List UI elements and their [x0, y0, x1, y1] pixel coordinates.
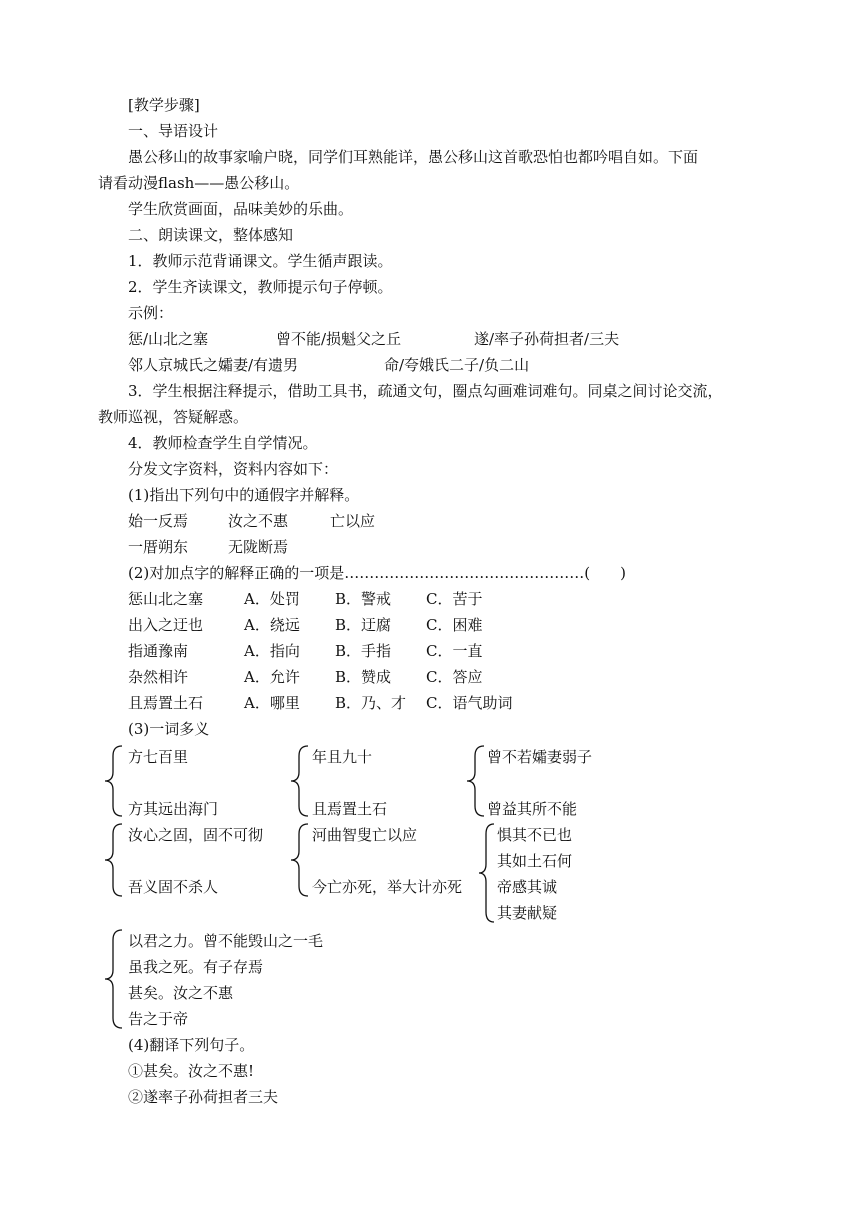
polysemy-item: 吾义固不杀人 — [128, 878, 219, 896]
mcq-option: B．手指 — [335, 642, 392, 660]
exercise-heading: (2)对加点字的解释正确的一项是…………………………………………( ) — [128, 564, 626, 582]
mcq-option: C．苦于 — [426, 590, 483, 608]
mcq-word: 杂然相许 — [128, 668, 189, 686]
polysemy-item: 其如土石何 — [497, 852, 573, 870]
mcq-option: A．哪里 — [244, 694, 300, 712]
exercise-heading: (4)翻译下列句子。 — [128, 1036, 255, 1054]
pause-example: 曾不能/损魁父之丘 — [276, 330, 402, 348]
polysemy-item: 方其远出海门 — [128, 800, 219, 818]
mcq-word: 指通豫南 — [128, 642, 189, 660]
polysemy-item: 帝感其诚 — [497, 878, 558, 896]
polysemy-item: 汝心之固，固不可彻 — [128, 826, 264, 844]
exercise-item: 一厝朔东 — [128, 538, 189, 556]
mcq-option: C．语气助词 — [426, 694, 513, 712]
heading-reading: 二、朗读课文，整体感知 — [128, 226, 294, 244]
polysemy-item: 河曲智叟亡以应 — [312, 826, 418, 844]
mcq-word: 且焉置土石 — [128, 694, 204, 712]
brace-icon — [476, 822, 496, 924]
mcq-option: B．警戒 — [335, 590, 392, 608]
brace-icon — [288, 744, 310, 818]
polysemy-item: 方七百里 — [128, 748, 189, 766]
paragraph-line: 请看动漫flash——愚公移山。 — [98, 174, 300, 192]
mcq-row — [0, 589, 860, 609]
exercise-item: 亡以应 — [330, 512, 376, 530]
brace-icon — [102, 822, 124, 898]
pause-example: 遂/率子孙荷担者/三夫 — [474, 330, 620, 348]
translation-item: ②遂率子孙荷担者三夫 — [128, 1088, 279, 1106]
heading-intro: 一、导语设计 — [128, 122, 219, 140]
polysemy-item: 曾不若孀妻弱子 — [487, 748, 593, 766]
polysemy-item: 虽我之死。有子存焉 — [128, 958, 264, 976]
paragraph-line: 愚公移山的故事家喻户晓，同学们耳熟能详，愚公移山这首歌恐怕也都吟唱自如。下面 — [128, 148, 699, 166]
mcq-option: A．指向 — [244, 642, 300, 660]
paragraph-line: 2．学生齐读课文，教师提示句子停顿。 — [128, 278, 393, 296]
mcq-option: B．赞成 — [335, 668, 392, 686]
pause-example: 惩/山北之塞 — [128, 330, 209, 348]
polysemy-item: 以君之力。曾不能毁山之一毛 — [128, 932, 324, 950]
polysemy-item: 惧其不已也 — [497, 826, 573, 844]
paragraph-line: 1．教师示范背诵课文。学生循声跟读。 — [128, 252, 393, 270]
paragraph-line: 示例： — [128, 304, 174, 322]
mcq-option: B．迂腐 — [335, 616, 392, 634]
pause-example-row — [0, 355, 860, 375]
mcq-row — [0, 693, 860, 713]
mcq-word: 出入之迂也 — [128, 616, 204, 634]
brace-icon — [288, 822, 310, 898]
mcq-option: C．一直 — [426, 642, 483, 660]
mcq-option: A．允许 — [244, 668, 300, 686]
pause-example: 命/夸娥氏二子/负二山 — [384, 356, 530, 374]
mcq-word: 惩山北之塞 — [128, 590, 204, 608]
exercise-item: 始一反焉 — [128, 512, 189, 530]
polysemy-item: 其妻献疑 — [497, 904, 558, 922]
paragraph-line: 教师巡视，答疑解惑。 — [98, 408, 249, 426]
polysemy-item: 曾益其所不能 — [487, 800, 578, 818]
paragraph-line: 4．教师检查学生自学情况。 — [128, 434, 318, 452]
polysemy-item: 今亡亦死，举大计亦死 — [312, 878, 463, 896]
paragraph-line: 分发文字资料，资料内容如下： — [128, 460, 339, 478]
polysemy-item: 年且九十 — [312, 748, 373, 766]
brace-icon — [102, 928, 124, 1030]
brace-icon — [102, 744, 124, 818]
exercise-item: 无陇断焉 — [228, 538, 289, 556]
mcq-option: A．绕远 — [244, 616, 300, 634]
exercise-item: 汝之不惠 — [228, 512, 289, 530]
exercise-row — [0, 511, 860, 531]
paragraph-line: 学生欣赏画面，品味美妙的乐曲。 — [128, 200, 354, 218]
translation-item: ①甚矣。汝之不惠! — [128, 1062, 255, 1080]
mcq-row — [0, 641, 860, 661]
exercise-heading: (1)指出下列句中的通假字并解释。 — [128, 486, 360, 504]
mcq-option: C．答应 — [426, 668, 483, 686]
mcq-option: A．处罚 — [244, 590, 300, 608]
mcq-option: B．乃、才 — [335, 694, 407, 712]
brace-icon — [464, 744, 486, 818]
mcq-row — [0, 615, 860, 635]
polysemy-item: 甚矣。汝之不惠 — [128, 984, 234, 1002]
polysemy-item: 且焉置土石 — [312, 800, 388, 818]
paragraph-line: 3．学生根据注释提示，借助工具书，疏通文句，圈点勾画难词难句。同桌之间讨论交流， — [128, 382, 723, 400]
mcq-option: C．困难 — [426, 616, 483, 634]
pause-example-row — [0, 329, 860, 349]
polysemy-item: 告之于帝 — [128, 1010, 189, 1028]
pause-example: 邻人京城氏之孀妻/有遗男 — [128, 356, 299, 374]
exercise-heading: (3)一词多义 — [128, 720, 210, 738]
section-heading: [教学步骤] — [128, 96, 200, 114]
mcq-row — [0, 667, 860, 687]
exercise-row — [0, 537, 860, 557]
